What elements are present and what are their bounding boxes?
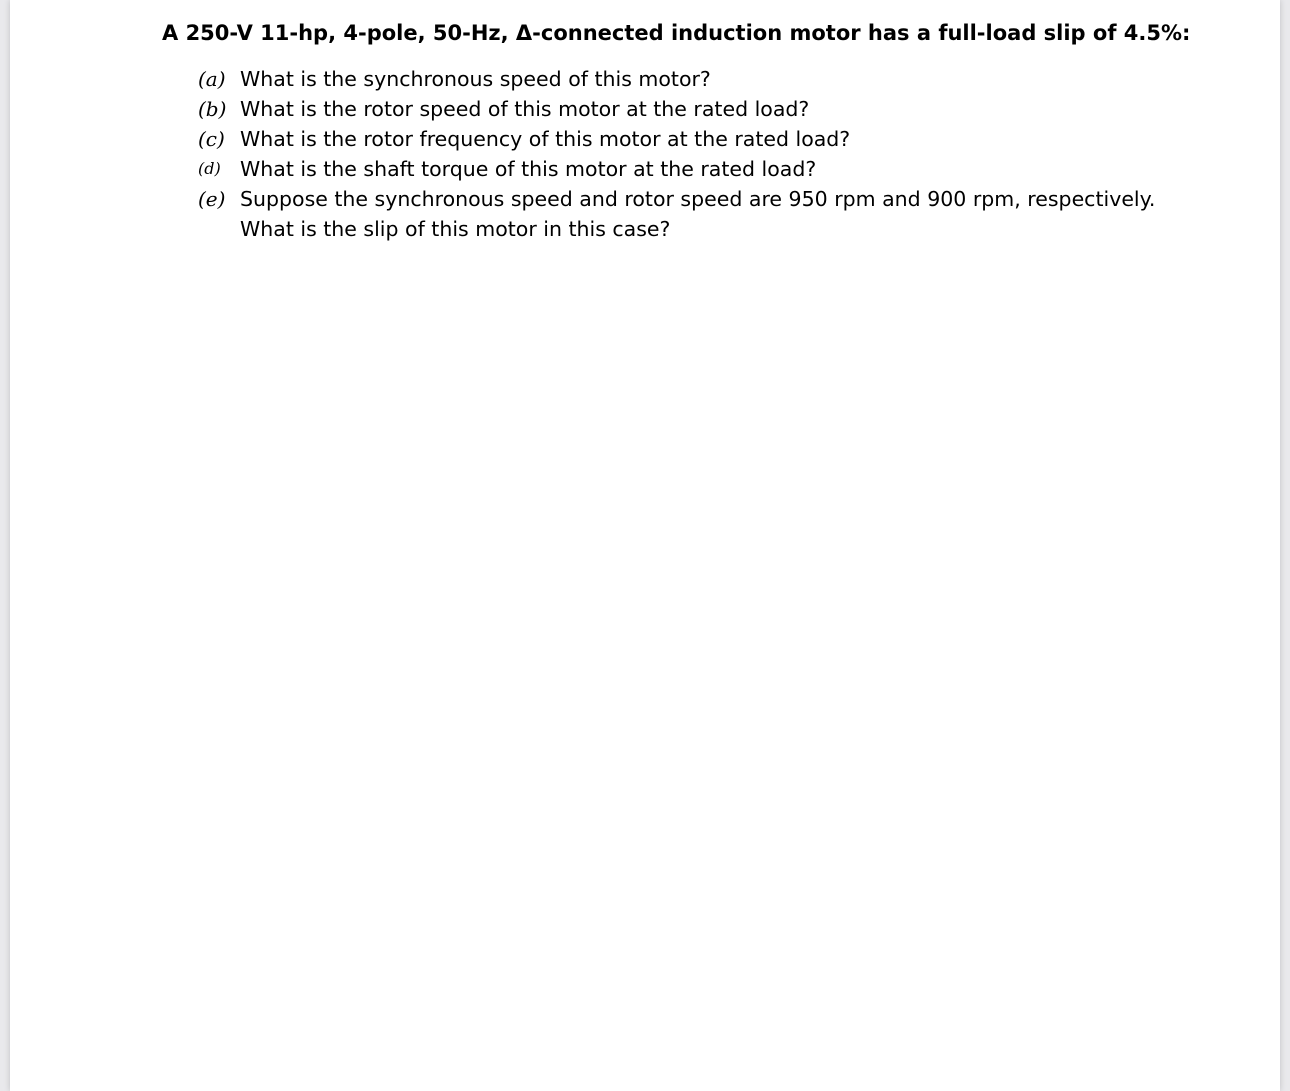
question-d [198, 154, 1262, 184]
question-line: What is the slip of this motor in this case? [240, 217, 671, 241]
question-line: What is the rotor frequency of this motor at the rated load? [240, 127, 851, 151]
problem-block [162, 16, 1262, 244]
question-b [198, 94, 1262, 124]
question-text [240, 94, 809, 124]
question-line: What is the synchronous speed of this motor? [240, 67, 711, 91]
question-text [240, 124, 850, 154]
question-label: (c) [198, 127, 225, 151]
question-e [198, 184, 1262, 244]
question-text [240, 154, 816, 184]
document-page [10, 0, 1280, 1091]
question-text [240, 64, 711, 94]
question-c [198, 124, 1262, 154]
question-list [162, 64, 1262, 244]
question-label: (e) [198, 187, 226, 211]
question-label: (b) [198, 97, 227, 121]
question-a [198, 64, 1262, 94]
question-label: (d) [198, 159, 221, 178]
question-line: Suppose the synchronous speed and rotor speed are 950 rpm and 900 rpm, respectively. [240, 187, 1156, 211]
question-text [240, 184, 1155, 244]
question-line: What is the shaft torque of this motor at the rated load? [240, 157, 817, 181]
question-line: What is the rotor speed of this motor at the rated load? [240, 97, 810, 121]
question-label: (a) [198, 67, 226, 91]
problem-statement: A 250-V 11-hp, 4-pole, 50-Hz, Δ-connected induction motor has a full-load slip of 4.5%: [162, 21, 1191, 45]
